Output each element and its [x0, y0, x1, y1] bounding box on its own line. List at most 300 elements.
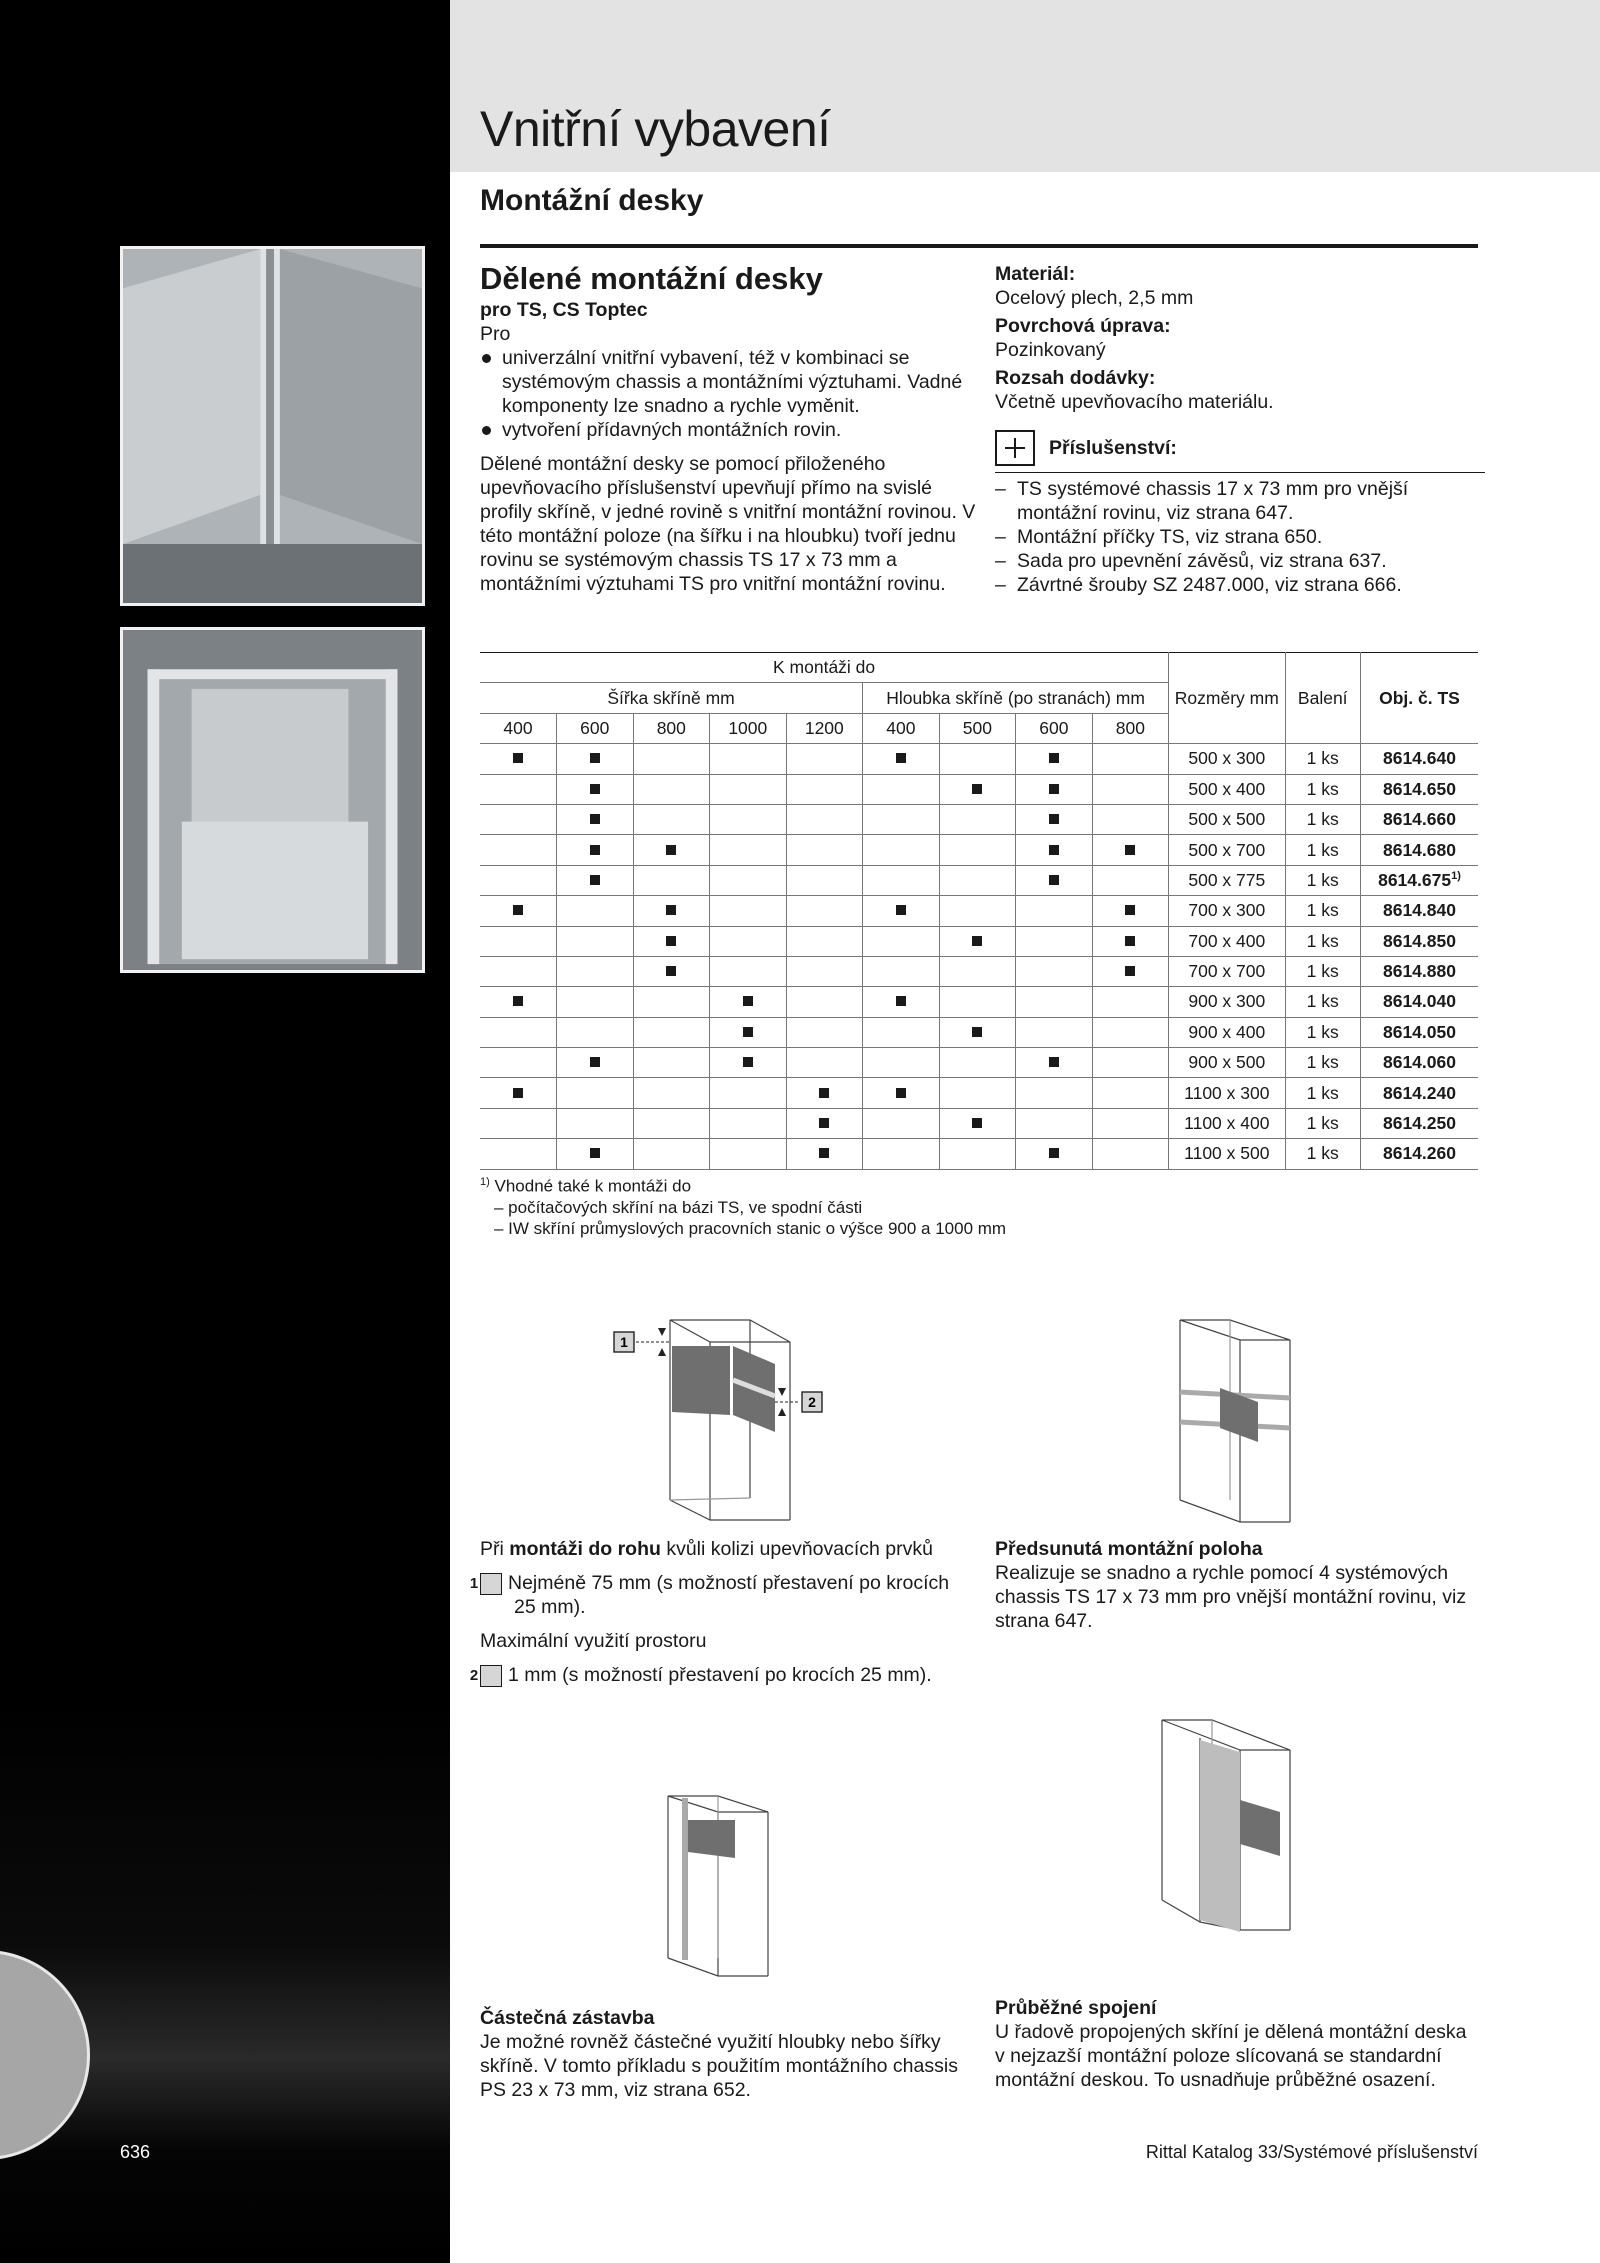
table-cell-pack: 1 ks — [1285, 835, 1360, 865]
table-cell-pack: 1 ks — [1285, 987, 1360, 1017]
table-cell-mark — [557, 835, 634, 865]
surface-label: Povrchová úprava: — [995, 315, 1171, 337]
table-cell-mark — [786, 956, 863, 986]
table-cell-mark — [863, 926, 940, 956]
square-mark-icon — [972, 936, 982, 946]
table-cell-size: 700 x 300 — [1169, 896, 1285, 926]
table-cell-mark — [633, 774, 710, 804]
square-mark-icon — [743, 996, 753, 1006]
caption-text: Je možné rovněž částečné využití hloubky nebo šířky skříně. V tomto příkladu s použitím montážního chassis PS 23 x 73 mm, viz strana 652. — [480, 2031, 958, 2101]
order-number: 8614.250 — [1382, 1113, 1456, 1134]
plus-icon — [995, 430, 1035, 466]
table-cell-order — [1360, 774, 1478, 804]
table-cell-mark — [480, 926, 557, 956]
table-cell-mark — [633, 956, 710, 986]
order-number: 8614.675 — [1378, 869, 1452, 890]
corner-mounting-diagram — [600, 1300, 840, 1540]
table-cell-mark — [710, 774, 787, 804]
table-cell-mark — [557, 987, 634, 1017]
table-cell-order — [1360, 804, 1478, 834]
table-cell-mark — [1016, 956, 1093, 986]
table-cell-mark — [557, 1048, 634, 1078]
table-cell-mark — [1016, 835, 1093, 865]
table-cell-size: 500 x 700 — [1169, 835, 1285, 865]
table-cell-size: 900 x 400 — [1169, 1017, 1285, 1047]
square-mark-icon — [513, 753, 523, 763]
table-cell-mark — [633, 1048, 710, 1078]
table-size-header: Rozměry mm — [1169, 653, 1285, 744]
square-mark-icon — [896, 753, 906, 763]
feature-item: vytvoření přídavných montážních rovin. — [480, 418, 980, 442]
page-number: 636 — [120, 2142, 151, 2162]
table-cell-mark — [480, 1139, 557, 1169]
col-depth: 400 — [863, 713, 940, 743]
table-cell-pack: 1 ks — [1285, 1048, 1360, 1078]
table-cell-mark — [557, 865, 634, 895]
table-cell-size: 500 x 500 — [1169, 804, 1285, 834]
accessories-rule — [995, 472, 1485, 473]
accessory-item: – TS systémové chassis 17 x 73 mm pro vnější montážní rovinu, viz strana 647. — [995, 477, 1485, 525]
table-cell-order — [1360, 926, 1478, 956]
table-cell-mark — [939, 1139, 1016, 1169]
square-mark-icon — [590, 845, 600, 855]
table-cell-mark — [1016, 744, 1093, 774]
square-mark-icon — [513, 996, 523, 1006]
table-cell-mark — [786, 1139, 863, 1169]
square-mark-icon — [513, 905, 523, 915]
table-cell-mark — [480, 744, 557, 774]
square-mark-icon — [819, 1118, 829, 1128]
table-cell-mark — [480, 987, 557, 1017]
table-cell-mark — [1092, 1108, 1169, 1138]
caption-text: U řadově propojených skříní je dělená montážní deska v nejzazší montážní poloze slícovaná se standardní montážní deskou. To usnadňuje průběžné osazení. — [995, 2021, 1467, 2091]
table-row — [480, 744, 1478, 774]
table-cell-mark — [557, 804, 634, 834]
table-cell-size: 1100 x 300 — [1169, 1078, 1285, 1108]
table-cell-mark — [710, 926, 787, 956]
order-number: 8614.260 — [1382, 1143, 1456, 1164]
table-cell-mark — [710, 804, 787, 834]
square-mark-icon — [1125, 845, 1135, 855]
caption-bold: montáži do rohu — [509, 1538, 661, 1560]
table-cell-mark — [633, 865, 710, 895]
table-row — [480, 987, 1478, 1017]
table-cell-mark — [710, 896, 787, 926]
table-cell-pack: 1 ks — [1285, 926, 1360, 956]
table-cell-mark — [863, 1108, 940, 1138]
table-cell-mark — [863, 1139, 940, 1169]
table-cell-mark — [939, 1078, 1016, 1108]
table-cell-mark — [480, 804, 557, 834]
table-cell-mark — [863, 896, 940, 926]
scope-value: Včetně upevňovacího materiálu. — [995, 391, 1274, 413]
table-cell-mark — [1016, 1017, 1093, 1047]
square-mark-icon — [590, 1148, 600, 1158]
table-cell-mark — [557, 1139, 634, 1169]
footer-catalog: Rittal Katalog 33/Systémové příslušenství — [1145, 2142, 1478, 2162]
table-cell-mark — [710, 1048, 787, 1078]
table-cell-mark — [863, 1017, 940, 1047]
feature-list — [480, 346, 980, 442]
table-row — [480, 1139, 1478, 1169]
table-row — [480, 804, 1478, 834]
table-cell-mark — [1092, 1017, 1169, 1047]
square-mark-icon — [590, 1057, 600, 1067]
table-cell-size: 900 x 300 — [1169, 987, 1285, 1017]
table-footnote — [480, 1172, 1006, 1239]
table-cell-mark — [863, 1078, 940, 1108]
order-number: 8614.850 — [1382, 930, 1456, 951]
table-cell-mark — [557, 1108, 634, 1138]
table-cell-size: 700 x 400 — [1169, 926, 1285, 956]
product-title: Dělené montážní desky — [480, 261, 823, 296]
diagram-label-1: 1 — [620, 1334, 628, 1350]
table-cell-mark — [786, 744, 863, 774]
table-cell-mark — [557, 1078, 634, 1108]
square-mark-icon — [513, 1088, 523, 1098]
caption-text: Maximální využití prostoru — [480, 1630, 707, 1652]
caption-item: Nejméně 75 mm (s možností přestavení po krocích 25 mm). — [508, 1572, 950, 1618]
table-cell-mark — [633, 804, 710, 834]
table-cell-mark — [1016, 1108, 1093, 1138]
table-cell-order — [1360, 744, 1478, 774]
square-mark-icon — [1049, 1057, 1059, 1067]
order-footnote-marker: 1) — [1451, 870, 1461, 883]
order-number: 8614.650 — [1382, 778, 1456, 799]
table-cell-mark — [786, 987, 863, 1017]
table-cell-mark — [939, 804, 1016, 834]
square-mark-icon — [972, 1118, 982, 1128]
spec-column — [995, 262, 1485, 597]
col-depth: 500 — [939, 713, 1016, 743]
surface-value: Pozinkovaný — [995, 339, 1106, 361]
page-title: Vnitřní vybavení — [480, 101, 831, 157]
caption-text: Realizuje se snadno a rychle pomocí 4 systémových chassis TS 17 x 73 mm pro vnější montážní rovinu, viz strana 647. — [995, 1562, 1467, 1632]
table-cell-pack: 1 ks — [1285, 1108, 1360, 1138]
square-mark-icon — [819, 1148, 829, 1158]
table-cell-pack: 1 ks — [1285, 865, 1360, 895]
square-mark-icon — [590, 784, 600, 794]
table-cell-mark — [480, 1078, 557, 1108]
table-cell-mark — [939, 987, 1016, 1017]
table-cell-mark — [786, 865, 863, 895]
order-number: 8614.040 — [1382, 991, 1456, 1012]
table-cell-mark — [710, 744, 787, 774]
table-cell-mark — [1092, 956, 1169, 986]
table-row — [480, 865, 1478, 895]
table-cell-mark — [557, 774, 634, 804]
material-value: Ocelový plech, 2,5 mm — [995, 287, 1194, 309]
corner-mounting-caption — [469, 1537, 960, 1687]
table-cell-mark — [480, 1108, 557, 1138]
table-cell-mark — [557, 956, 634, 986]
table-row — [480, 896, 1478, 926]
pro-label: Pro — [480, 323, 511, 345]
table-cell-size: 900 x 500 — [1169, 1048, 1285, 1078]
table-cell-order — [1360, 1139, 1478, 1169]
table-cell-mark — [1016, 865, 1093, 895]
square-mark-icon — [972, 784, 982, 794]
table-cell-size: 500 x 300 — [1169, 744, 1285, 774]
col-width: 800 — [633, 713, 710, 743]
table-cell-mark — [786, 1017, 863, 1047]
table-width-header: Šířka skříně mm — [480, 683, 863, 713]
table-cell-mark — [1092, 804, 1169, 834]
order-number: 8614.050 — [1382, 1021, 1456, 1042]
table-row — [480, 956, 1478, 986]
accessories-list — [995, 477, 1485, 597]
table-cell-mark — [1092, 926, 1169, 956]
table-cell-mark — [480, 835, 557, 865]
table-cell-mark — [786, 1048, 863, 1078]
table-cell-pack: 1 ks — [1285, 774, 1360, 804]
order-number: 8614.660 — [1382, 809, 1456, 830]
square-mark-icon — [1049, 1148, 1059, 1158]
table-cell-pack: 1 ks — [1285, 744, 1360, 774]
table-order-header: Obj. č. TS — [1360, 653, 1478, 744]
table-cell-mark — [480, 774, 557, 804]
order-number: 8614.880 — [1382, 961, 1456, 982]
table-cell-mark — [1016, 926, 1093, 956]
table-cell-mark — [1092, 865, 1169, 895]
table-cell-pack: 1 ks — [1285, 1078, 1360, 1108]
product-subtitle: pro TS, CS Toptec — [480, 299, 648, 321]
table-cell-mark — [939, 896, 1016, 926]
sidebar-panel — [0, 0, 450, 2263]
table-cell-mark — [939, 865, 1016, 895]
table-cell-mark — [557, 1017, 634, 1047]
order-number: 8614.240 — [1382, 1082, 1456, 1103]
table-row — [480, 774, 1478, 804]
table-row — [480, 1048, 1478, 1078]
partial-installation-diagram — [640, 1780, 800, 1980]
table-cell-mark — [939, 1108, 1016, 1138]
square-mark-icon — [1125, 966, 1135, 976]
table-cell-mark — [786, 896, 863, 926]
square-mark-icon — [1125, 905, 1135, 915]
table-cell-mark — [710, 865, 787, 895]
footnote-line: – počítačových skříní na bázi TS, ve spodní části — [494, 1197, 863, 1217]
square-mark-icon — [743, 1027, 753, 1037]
number-badge: 1 — [480, 1573, 502, 1595]
through-connection-caption — [995, 1996, 1475, 2092]
order-number: 8614.640 — [1382, 748, 1456, 769]
table-cell-pack: 1 ks — [1285, 956, 1360, 986]
table-cell-mark — [557, 744, 634, 774]
scope-label: Rozsah dodávky: — [995, 367, 1156, 389]
order-number: 8614.840 — [1382, 900, 1456, 921]
accessories-heading — [995, 430, 1485, 466]
table-cell-order — [1360, 896, 1478, 926]
table-cell-mark — [1016, 774, 1093, 804]
table-cell-mark — [1092, 1139, 1169, 1169]
table-cell-order — [1360, 1017, 1478, 1047]
table-cell-mark — [480, 1017, 557, 1047]
number-badge: 2 — [480, 1665, 502, 1687]
square-mark-icon — [590, 814, 600, 824]
table-cell-mark — [633, 1139, 710, 1169]
partial-installation-caption — [480, 2006, 960, 2102]
col-width: 400 — [480, 713, 557, 743]
product-photo-lower — [120, 627, 425, 973]
caption-title: Průběžné spojení — [995, 1997, 1157, 2019]
table-cell-mark — [710, 1017, 787, 1047]
table-cell-mark — [480, 865, 557, 895]
square-mark-icon — [972, 1027, 982, 1037]
square-mark-icon — [666, 905, 676, 915]
table-cell-mark — [633, 744, 710, 774]
table-cell-mark — [939, 956, 1016, 986]
caption-title: Předsunutá montážní poloha — [995, 1538, 1263, 1560]
table-cell-mark — [863, 804, 940, 834]
footnote-line: Vhodné také k montáži do — [494, 1176, 692, 1196]
square-mark-icon — [896, 996, 906, 1006]
order-number: 8614.060 — [1382, 1052, 1456, 1073]
col-width: 600 — [557, 713, 634, 743]
table-cell-mark — [1092, 1048, 1169, 1078]
table-row — [480, 1108, 1478, 1138]
table-cell-mark — [710, 1139, 787, 1169]
table-cell-mark — [1092, 1078, 1169, 1108]
table-cell-order — [1360, 865, 1478, 895]
table-cell-mark — [1016, 1139, 1093, 1169]
accessories-label: Příslušenství: — [1049, 437, 1177, 459]
table-cell-mark — [863, 865, 940, 895]
square-mark-icon — [1049, 814, 1059, 824]
table-cell-mark — [480, 896, 557, 926]
caption-title: Částečná zástavba — [480, 2007, 655, 2029]
caption-text: Při — [480, 1538, 510, 1560]
diagram-label-2: 2 — [808, 1394, 816, 1410]
product-table — [480, 652, 1478, 1170]
table-row — [480, 926, 1478, 956]
table-cell-mark — [633, 926, 710, 956]
table-cell-size: 700 x 700 — [1169, 956, 1285, 986]
accessory-item: – Závrtné šrouby SZ 2487.000, viz strana 666. — [995, 573, 1485, 597]
table-cell-mark — [633, 835, 710, 865]
table-cell-mark — [863, 774, 940, 804]
table-cell-mark — [1016, 896, 1093, 926]
table-cell-mark — [1016, 1048, 1093, 1078]
square-mark-icon — [1049, 845, 1059, 855]
table-cell-pack: 1 ks — [1285, 804, 1360, 834]
square-mark-icon — [896, 1088, 906, 1098]
table-cell-mark — [557, 896, 634, 926]
table-pack-header: Balení — [1285, 653, 1360, 744]
table-cell-size: 500 x 775 — [1169, 865, 1285, 895]
table-cell-mark — [710, 1108, 787, 1138]
table-cell-mark — [710, 956, 787, 986]
table-cell-mark — [786, 774, 863, 804]
square-mark-icon — [666, 936, 676, 946]
table-depth-header: Hloubka skříně (po stranách) mm — [863, 683, 1169, 713]
accessory-item: – Montážní příčky TS, viz strana 650. — [995, 525, 1485, 549]
table-cell-mark — [633, 1108, 710, 1138]
table-cell-mark — [710, 987, 787, 1017]
square-mark-icon — [666, 845, 676, 855]
table-cell-mark — [480, 1048, 557, 1078]
table-cell-order — [1360, 835, 1478, 865]
table-cell-pack: 1 ks — [1285, 1139, 1360, 1169]
table-row — [480, 1078, 1478, 1108]
order-number: 8614.680 — [1382, 839, 1456, 860]
table-cell-mark — [786, 835, 863, 865]
table-cell-mark — [863, 835, 940, 865]
table-cell-mark — [786, 804, 863, 834]
table-cell-size: 500 x 400 — [1169, 774, 1285, 804]
table-cell-mark — [710, 1078, 787, 1108]
forward-mounting-diagram — [1160, 1300, 1310, 1540]
section-title: Montážní desky — [480, 184, 704, 217]
table-cell-mark — [557, 926, 634, 956]
table-cell-mark — [1016, 987, 1093, 1017]
square-mark-icon — [590, 875, 600, 885]
table-cell-mark — [786, 926, 863, 956]
product-photo-upper — [120, 246, 425, 606]
table-cell-order — [1360, 956, 1478, 986]
table-cell-order — [1360, 1048, 1478, 1078]
table-cell-mark — [1092, 744, 1169, 774]
table-cell-mark — [1092, 835, 1169, 865]
square-mark-icon — [1049, 784, 1059, 794]
table-cell-mark — [1016, 804, 1093, 834]
col-width: 1200 — [786, 713, 863, 743]
table-cell-mark — [1092, 774, 1169, 804]
intro-column — [480, 260, 980, 596]
accessory-item: – Sada pro upevnění závěsů, viz strana 637. — [995, 549, 1485, 573]
table-cell-order — [1360, 987, 1478, 1017]
decorative-circle — [0, 1950, 90, 2160]
table-cell-mark — [863, 956, 940, 986]
table-cell-mark — [786, 1108, 863, 1138]
col-width: 1000 — [710, 713, 787, 743]
square-mark-icon — [590, 753, 600, 763]
square-mark-icon — [1125, 936, 1135, 946]
table-cell-mark — [633, 896, 710, 926]
table-cell-mark — [863, 987, 940, 1017]
feature-item: univerzální vnitřní vybavení, též v kombinaci se systémovým chassis a montážními výztuhami. Vadné komponenty lze snadno a rychle vyměnit. — [480, 346, 980, 418]
intro-paragraph: Dělené montážní desky se pomocí přiloženého upevňovacího příslušenství upevňují přímo na svislé profily skříně, v jedné rovině s vnitřní montážní rovinou. V této montážní poloze (na šířku i na hloubku) tvoří jednu rovinu se systémovým chassis TS 17 x 73 mm a montážními výztuhami TS pro vnitřní montážní rovinu. — [480, 453, 976, 595]
table-cell-mark — [633, 1078, 710, 1108]
square-mark-icon — [743, 1057, 753, 1067]
table-cell-mark — [939, 774, 1016, 804]
section-rule — [480, 244, 1478, 248]
table-cell-pack: 1 ks — [1285, 896, 1360, 926]
table-cell-mark — [633, 987, 710, 1017]
table-row — [480, 835, 1478, 865]
table-row — [480, 1017, 1478, 1047]
table-cell-mark — [1016, 1078, 1093, 1108]
table-cell-mark — [710, 835, 787, 865]
square-mark-icon — [819, 1088, 829, 1098]
table-group-header: K montáži do — [480, 653, 1169, 683]
table-cell-mark — [863, 744, 940, 774]
table-cell-mark — [939, 1017, 1016, 1047]
caption-text: kvůli kolizi upevňovacích prvků — [660, 1538, 933, 1560]
table-cell-mark — [939, 744, 1016, 774]
footnote-line: – IW skříní průmyslových pracovních stanic o výšce 900 a 1000 mm — [494, 1218, 1007, 1238]
table-cell-size: 1100 x 500 — [1169, 1139, 1285, 1169]
square-mark-icon — [1049, 875, 1059, 885]
table-cell-mark — [786, 1078, 863, 1108]
square-mark-icon — [666, 966, 676, 976]
footnote-marker: 1) — [480, 1176, 490, 1188]
square-mark-icon — [1049, 753, 1059, 763]
forward-mounting-caption — [995, 1537, 1475, 1633]
square-mark-icon — [896, 905, 906, 915]
table-cell-mark — [939, 926, 1016, 956]
table-cell-mark — [1092, 987, 1169, 1017]
